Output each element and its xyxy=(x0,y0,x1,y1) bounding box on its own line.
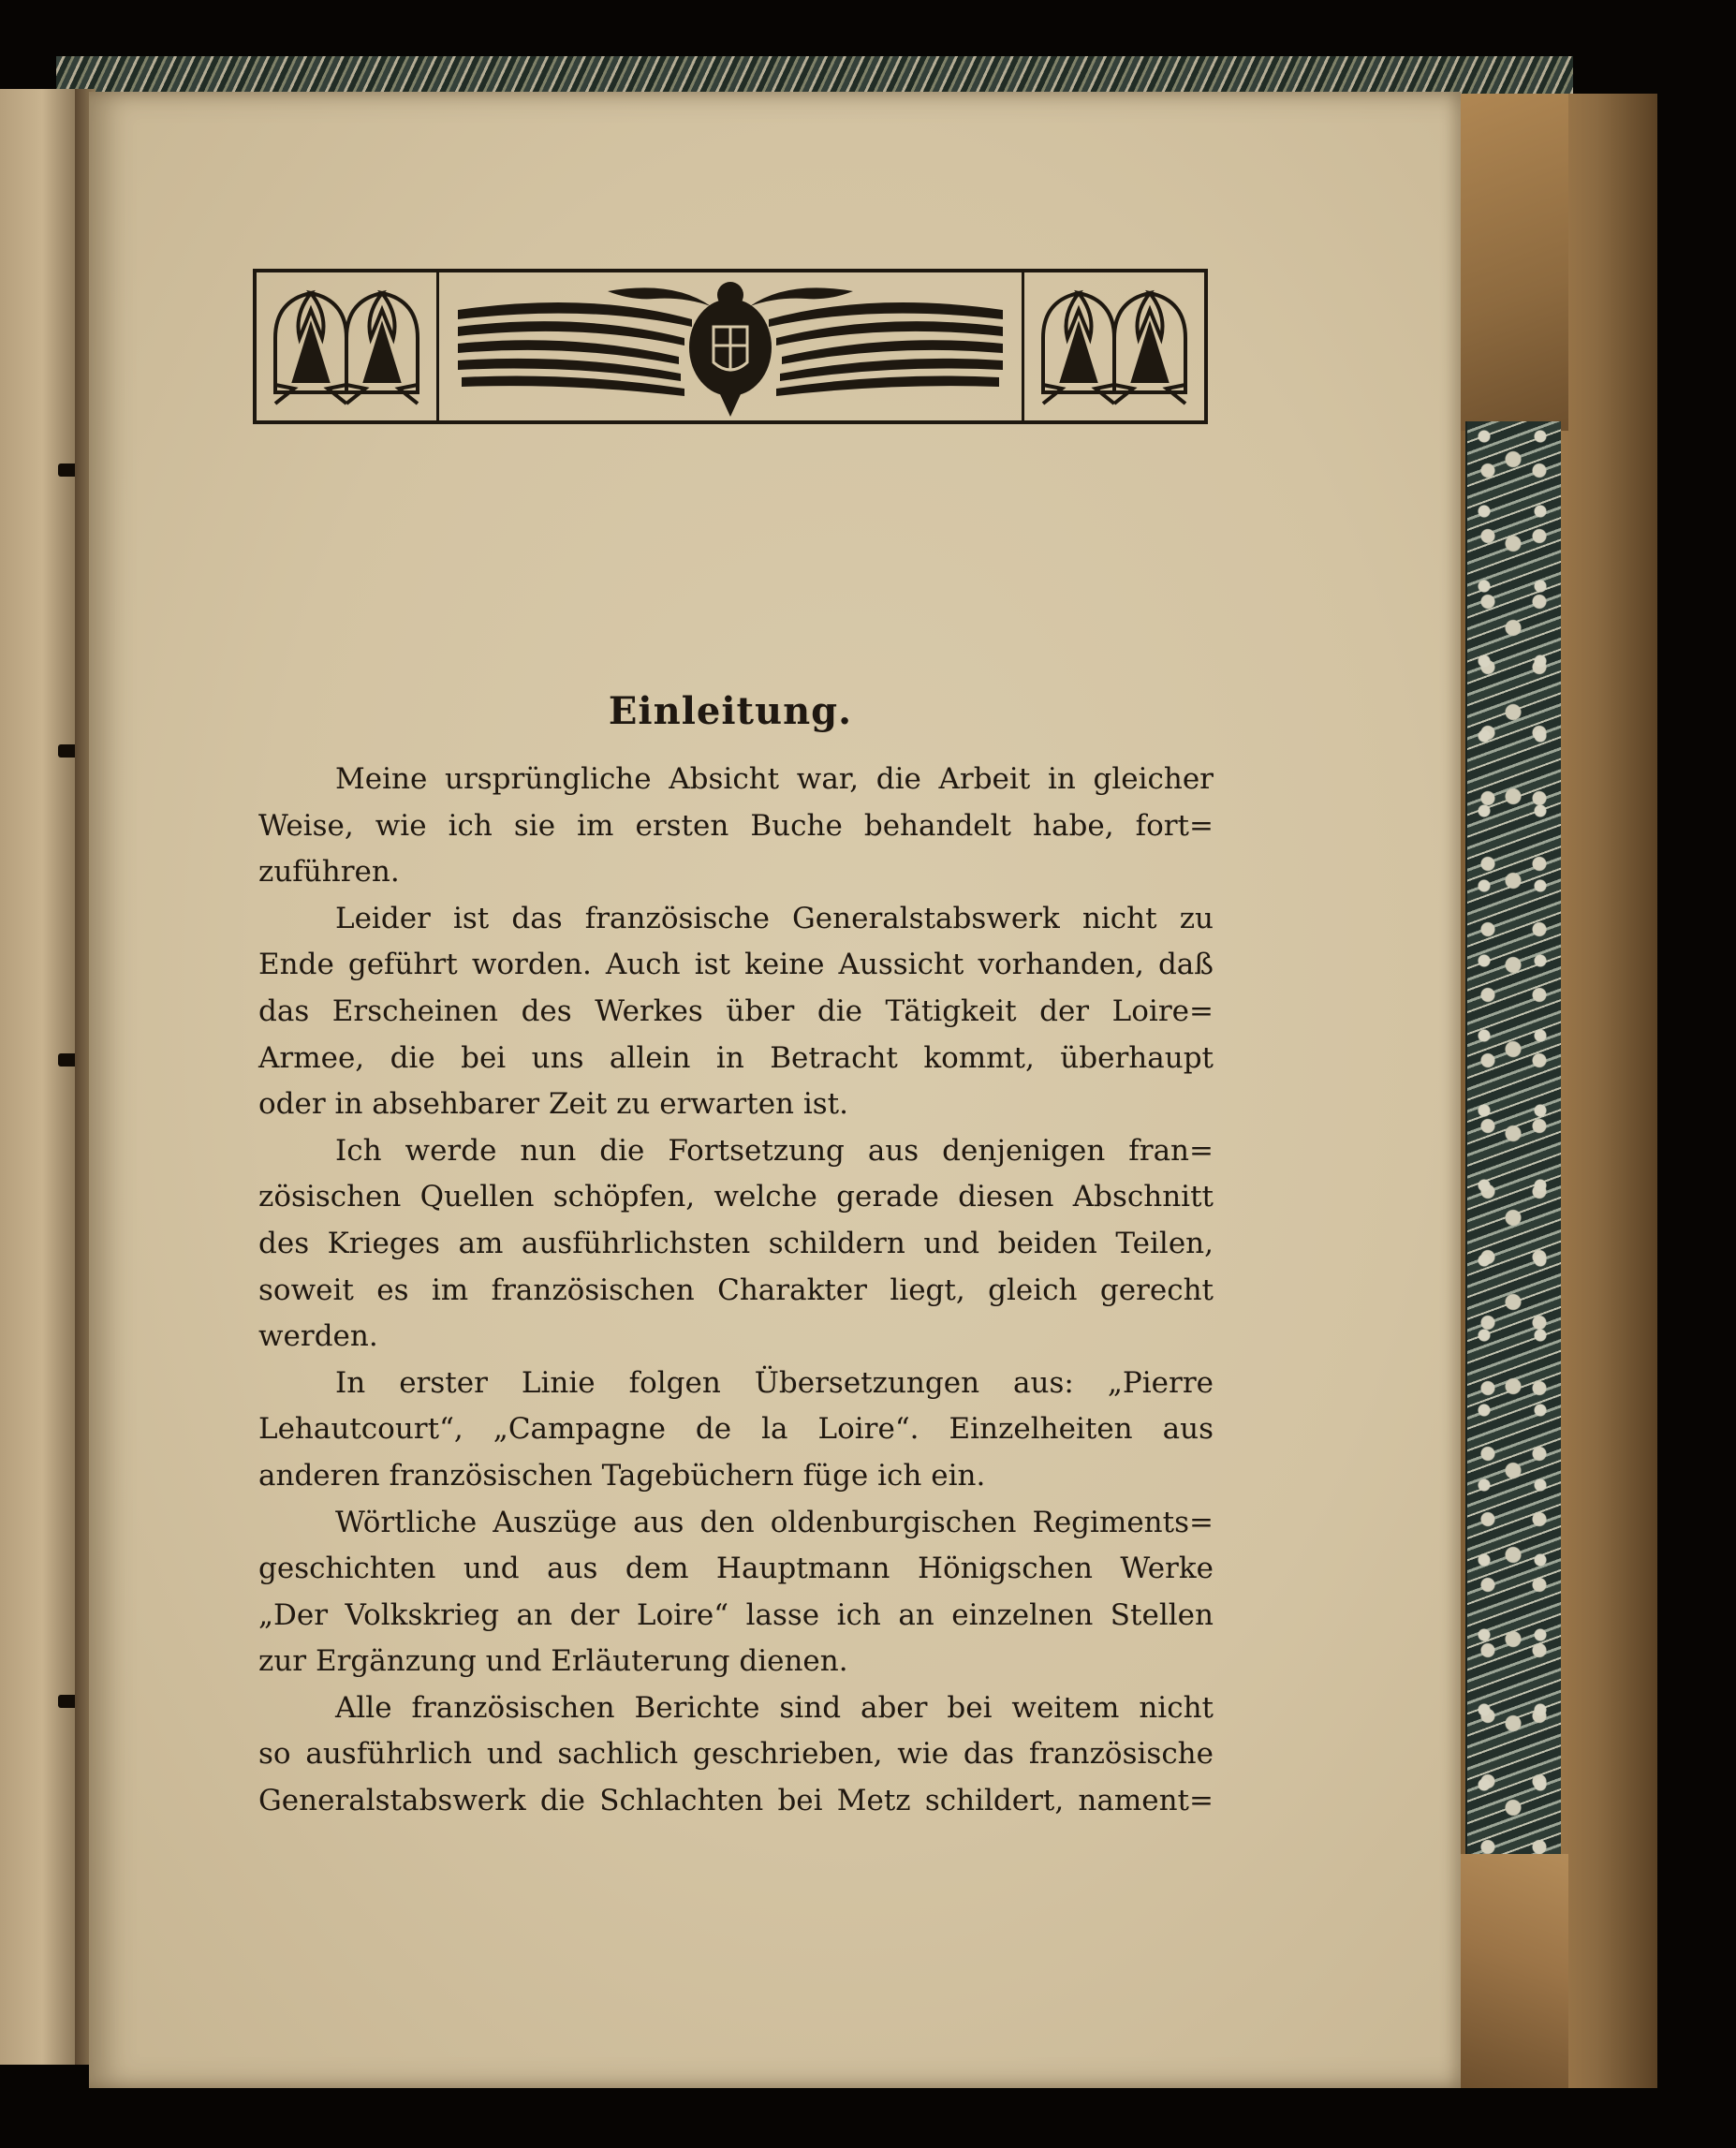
facing-page-edge xyxy=(0,89,80,2065)
paragraph xyxy=(258,896,1214,1128)
leather-corner-top xyxy=(1456,94,1568,431)
paragraph xyxy=(258,1500,1214,1685)
text-line: so ausführlich und sachlich geschrieben, wie das französische xyxy=(258,1737,1214,1772)
body-text xyxy=(258,757,1214,1825)
art-nouveau-tulip-icon xyxy=(1022,272,1204,420)
marbled-cover-side xyxy=(1465,421,1561,1854)
text-line: „Der Volkskrieg an der Loire“ lasse ich an einzelnen Stellen xyxy=(258,1597,1214,1632)
text-line: Weise, wie ich sie im ersten Buche behandelt habe, fort= xyxy=(258,808,1214,843)
text-line: Wörtliche Auszüge aus den oldenburgischen Regiments= xyxy=(335,1505,1214,1539)
text-line: Leider ist das französische Generalstabswerk nicht zu xyxy=(335,901,1214,935)
text-line: oder in absehbarer Zeit zu erwarten ist. xyxy=(258,1087,848,1122)
text-line: anderen französischen Tagebüchern füge ich ein. xyxy=(258,1458,986,1493)
text-line: In erster Linie folgen Übersetzungen aus: „Pierre xyxy=(335,1365,1214,1400)
text-line: geschichten und aus dem Hauptmann Hönigschen Werke xyxy=(258,1552,1214,1586)
header-ornament xyxy=(253,269,1208,424)
text-line: zösischen Quellen schöpfen, welche gerade diesen Abschnitt xyxy=(258,1180,1214,1214)
text-line: das Erscheinen des Werkes über die Tätigkeit der Loire= xyxy=(258,993,1214,1028)
paragraph xyxy=(258,1128,1214,1361)
text-line: soweit es im französischen Charakter liegt, gleich gerecht xyxy=(258,1273,1214,1307)
text-line: zur Ergänzung und Erläuterung dienen. xyxy=(258,1644,848,1679)
eagle-ornament-icon xyxy=(439,272,1022,420)
chapter-title: Einleitung. xyxy=(608,689,853,733)
paragraph xyxy=(258,1361,1214,1500)
text-line: Meine ursprüngliche Absicht war, die Arbeit in gleicher xyxy=(335,762,1214,796)
text-line: zuführen. xyxy=(258,855,400,890)
text-line: Ich werde nun die Fortsetzung aus denjenigen fran= xyxy=(335,1133,1214,1168)
text-line: werden. xyxy=(258,1319,378,1354)
text-line: Lehautcourt“, „Campagne de la Loire“. Einzelheiten aus xyxy=(258,1412,1214,1447)
art-nouveau-tulip-icon xyxy=(257,272,439,420)
text-line: des Krieges am ausführlichsten schildern und beiden Teilen, xyxy=(258,1226,1214,1260)
text-line: Generalstabswerk die Schlachten bei Metz schildert, nament= xyxy=(258,1784,1214,1818)
text-line: Ende geführt worden. Auch ist keine Aussicht vorhanden, daß xyxy=(258,948,1214,982)
text-line: Alle französischen Berichte sind aber bei weitem nicht xyxy=(335,1690,1214,1725)
paragraph xyxy=(258,1685,1214,1825)
paragraph xyxy=(258,757,1214,896)
leather-corner-bottom xyxy=(1456,1854,1568,2088)
text-line: Armee, die bei uns allein in Betracht kommt, überhaupt xyxy=(258,1040,1214,1075)
